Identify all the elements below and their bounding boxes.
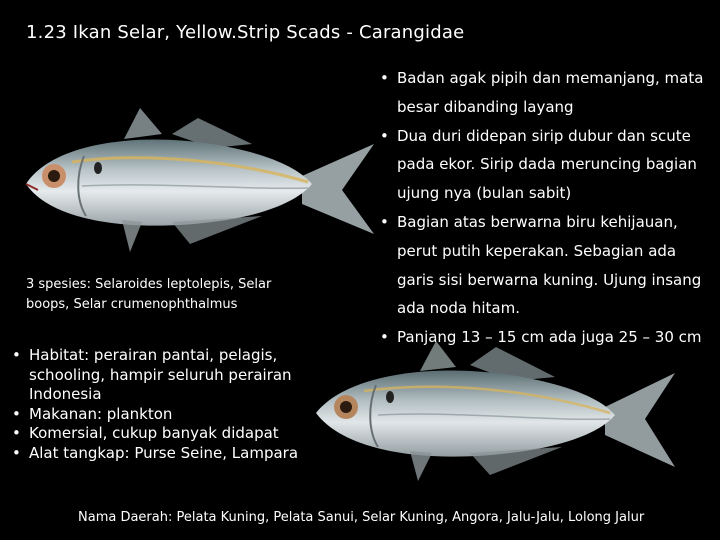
bullet-icon: • xyxy=(12,346,21,364)
fish-photo-top xyxy=(12,104,380,256)
list-item xyxy=(380,323,710,352)
bullet-icon: • xyxy=(380,212,389,231)
left-bullet-list xyxy=(12,346,317,463)
bullet-icon: • xyxy=(12,404,21,423)
list-item xyxy=(12,346,317,405)
bullet-text: Badan agak pipih dan memanjang, mata besar dibanding layang xyxy=(397,69,704,116)
bullet-text: Panjang 13 – 15 cm ada juga 25 – 30 cm xyxy=(397,328,702,347)
list-item xyxy=(12,444,317,464)
bullet-text: Komersial, cukup banyak didapat xyxy=(29,424,279,442)
list-item xyxy=(12,405,317,425)
list-item xyxy=(12,424,317,444)
bullet-text: Makanan: plankton xyxy=(29,404,173,423)
bullet-icon: • xyxy=(12,424,21,442)
bullet-text: Dua duri didepan sirip dubur dan scute pada ekor. Sirip dada meruncing bagian ujung nya (bulan sabit) xyxy=(397,126,697,203)
bullet-text: Habitat: perairan pantai, pelagis, schooling, hampir seluruh perairan Indonesia xyxy=(29,346,292,403)
regional-names-footer: Nama Daerah: Pelata Kuning, Pelata Sanui, Selar Kuning, Angora, Jalu-Jalu, Lolong Jalur xyxy=(78,510,645,525)
bullet-icon: • xyxy=(380,69,389,87)
species-note: 3 spesies: Selaroides leptolepis, Selar boops, Selar crumenophthalmus xyxy=(26,277,272,312)
right-bullet-list xyxy=(380,64,710,352)
fish-photo-bottom xyxy=(300,335,680,485)
bullet-icon: • xyxy=(380,126,389,145)
bullet-icon: • xyxy=(12,443,21,462)
bullet-text: Alat tangkap: Purse Seine, Lampara xyxy=(29,443,299,462)
slide-title: 1.23 Ikan Selar, Yellow.Strip Scads - Carangidae xyxy=(26,22,465,43)
list-item xyxy=(380,208,710,323)
bullet-icon: • xyxy=(380,328,389,347)
list-item xyxy=(380,64,710,122)
bullet-text: Bagian atas berwarna biru kehijauan, perut putih keperakan. Sebagian ada garis sisi berwarna kuning. Ujung insang ada noda hitam. xyxy=(397,212,702,318)
list-item xyxy=(380,122,710,208)
